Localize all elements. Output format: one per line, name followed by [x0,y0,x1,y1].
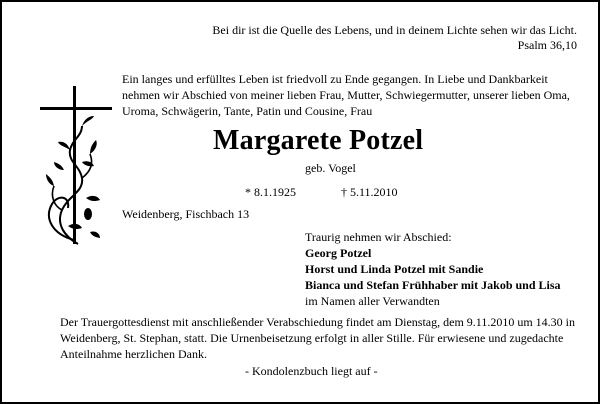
death-date: † 5.11.2010 [341,185,398,199]
bible-quote: Bei dir ist die Quelle des Lebens, und in deinem Lichte sehen wir das Licht. [212,23,577,37]
intro-text [122,71,570,119]
cross-with-vine-icon [38,86,114,246]
mourner-name: Bianca und Stefan Frühhaber mit Jakob und Lisa [305,278,561,292]
service-line: Weidenberg, St. Stephan, statt. Die Urnenbeisetzung erfolgt in aller Stille. Für erwiesene und zugedachte [60,331,564,345]
mourners-heading: Traurig nehmen wir Abschied: [305,230,452,244]
intro-line: nehmen wir Abschied von meiner lieben Frau, Mutter, Schwiegermutter, unserer lieben Oma, [122,88,570,102]
service-text [60,314,575,362]
birth-date: * 8.1.1925 [245,185,296,199]
address: Weidenberg, Fischbach 13 [122,207,250,221]
maiden-name: geb. Vogel [305,161,356,175]
service-line: Der Trauergottesdienst mit anschließender Verabschiedung findet am Dienstag, dem 9.11.2010 um 14.30 in [60,315,576,329]
mourners-relatives: im Namen aller Verwandten [305,294,440,308]
intro-line: Ein langes und erfülltes Leben ist friedvoll zu Ende gegangen. In Liebe und Dankbarkeit [122,72,548,86]
condolence-note: - Kondolenzbuch liegt auf - [245,364,378,378]
mourners-block [305,229,561,309]
service-line: Anteilnahme herzlichen Dank. [60,347,207,361]
bible-quote-source: Psalm 36,10 [517,38,577,52]
mourner-name: Georg Potzel [305,246,372,260]
intro-line: Uroma, Schwägerin, Tante, Patin und Cousine, Frau [122,104,373,118]
deceased-name: Margarete Potzel [213,125,424,156]
mourner-name: Horst und Linda Potzel mit Sandie [305,262,484,276]
